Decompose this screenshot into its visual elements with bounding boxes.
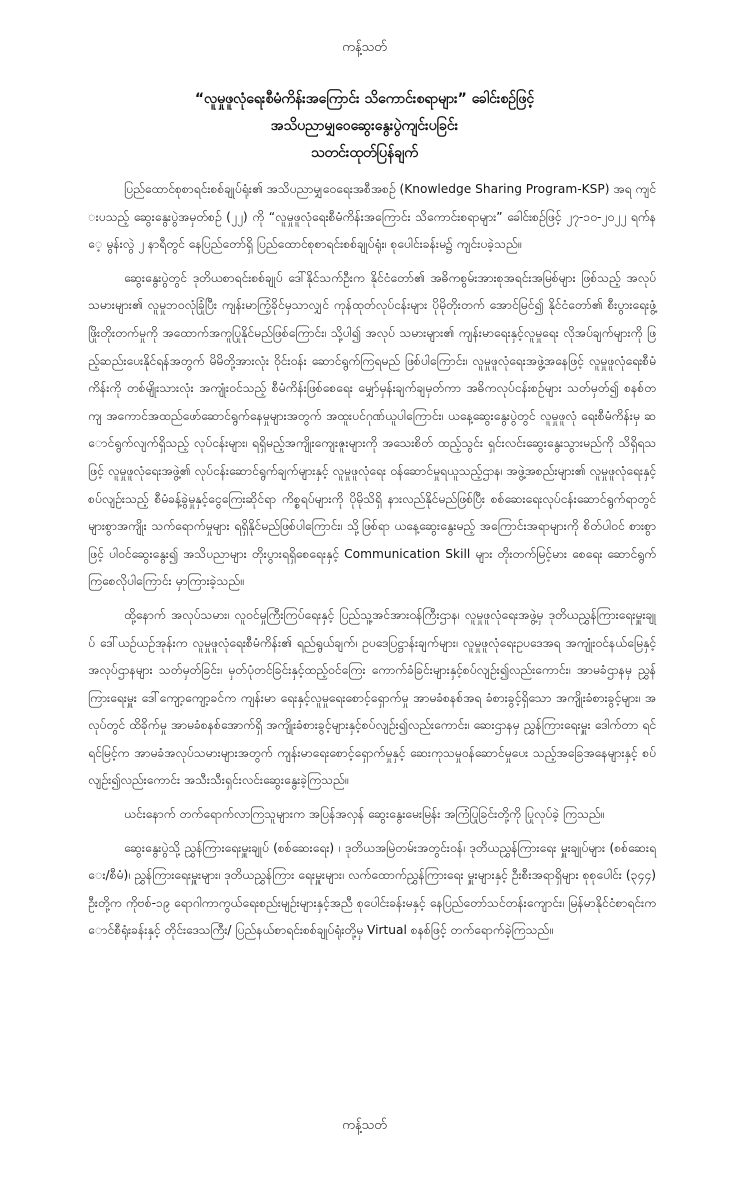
paragraph-attendees: ဆွေးနွေးပွဲသို့ ညွှန်ကြားရေးမှူးချုပ် (စစ်ဆေးရေး) ၊ ဒုတိယအမြဲတမ်းအတွင်းဝန်၊ ဒုတိယညွှန်ကြားရေး မှူးချုပ်များ (စစ်ဆေးရေး/စီမံ)၊ ညွှန်ကြားရေးမှူးများ၊ ဒုတိယညွှန်ကြား ရေးမှူးများ၊ လက်ထောက်ညွှန်ကြားရေး မှူးများနှင့် ဦးစီးအရာရှိများ စုစုပေါင်း (၃၄၄) ဦးတို့က ကိုဗစ်-၁၉ ရောဂါကာကွယ်ရေးစည်းမျဉ်းများနှင့်အညီ စုပေါင်းခန်းမနှင့် နေပြည်တော်သင်တန်းကျောင်း၊ မြန်မာနိုင်ငံစာရင်းကောင်စီရုံးခန်းနှင့် တိုင်းဒေသကြီး/ ပြည်နယ်စာရင်းစစ်ချုပ်ရုံးတို့မှ Virtual စနစ်ဖြင့် တက်ရောက်ခဲ့ကြသည်။ — [88, 840, 656, 938]
paragraph-discussion: ယင်းနောက် တက်ရောက်လာကြသူများက အပြန်အလှန် ဆွေးနွေးမေးမြန်း အကြံပြုခြင်းတို့ကို ပြုလုပ်ခဲ့ ကြသည်။ — [124, 807, 605, 822]
classification-header: ကန့်သတ် — [342, 40, 387, 55]
paragraph-presentations: ထို့နောက် အလုပ်သမား၊ လူဝင်မှုကြီးကြပ်ရေးနှင့် ပြည်သူ့အင်အားဝန်ကြီးဌာန၊ လူမှုဖူလုံရေးအဖွဲ့မှ ဒုတိယညွှန်ကြားရေးမှူးချုပ် ဒေါ်ယဉ်ယဉ်အုန်းက လူမှုဖူလုံရေးစီမံကိန်း၏ ရည်ရွယ်ချက်၊ ဥပဒေပြဋ္ဌာန်းချက်များ၊ လူမှုဖူလုံရေးဥပဒေအရ အကျုံးဝင်နယ်မြေနှင့် အလုပ်ဌာနများ သတ်မှတ်ခြင်း၊ မှတ်ပုံတင်ခြင်းနှင့်ထည့်ဝင်ကြေး ကောက်ခံခြင်းများနှင့်စပ်လျဉ်း၍လည်းကောင်း၊ အာမခံဌာနမှ ညွှန်ကြားရေးမှူး ဒေါ်ကျော့ကျော့ခင်က ကျန်းမာ ရေးနှင့်လူမှုရေးစောင့်ရှောက်မှု အာမခံစနစ်အရ ခံစားခွင့်ရှိသော အကျိုးခံစားခွင့်များ၊ အလုပ်တွင် ထိခိုက်မှု အာမခံစနစ်အောက်ရှိ အကျိုးခံစားခွင့်များနှင့်စပ်လျဉ်း၍လည်းကောင်း၊ ဆေးဌာနမှ ညွှန်ကြားရေးမှူး ဒေါက်တာ ရင်ရင်မြင့်က အာမခံအလုပ်သမားများအတွက် ကျန်းမာရေးစောင့်ရှောက်မှုနှင့် ဆေးကုသမှုဝန်ဆောင်မှုပေး သည့်အခြေအနေများနှင့် စပ်လျဉ်း၍လည်းကောင်း အသီးသီးရှင်းလင်းဆွေးနွေးခဲ့ကြသည်။ — [88, 607, 656, 788]
classification-footer: ကန့်သတ် — [342, 1118, 387, 1133]
heading-line-2: အသိပညာမျှဝေဆွေးနွေးပွဲကျင်းပခြင်း — [270, 118, 459, 134]
paragraph-intro: ပြည်ထောင်စုစာရင်းစစ်ချုပ်ရုံး၏ အသိပညာမျှဝေရေးအစီအစဉ် (Knowledge Sharing Program-KSP) အရ ကျင်းပသည့် ဆွေးနွေးပွဲအမှတ်စဉ် (၂၂) ကို “လူမှုဖူလုံရေးစီမံကိန်းအကြောင်း သိကောင်းစရာများ” ခေါင်းစဉ်ဖြင့် ၂၇-၁၀-၂၀၂၂ ရက်နေ့ မွန်းလွဲ ၂ နာရီတွင် နေပြည်တော်ရှိ ပြည်ထောင်စုစာရင်းစစ်ချုပ်ရုံး၊ စုပေါင်းခန်းမ၌ ကျင်းပခဲ့သည်။ — [88, 182, 657, 252]
paragraph-opening-speech: ဆွေးနွေးပွဲတွင် ဒုတိယစာရင်းစစ်ချုပ် ဒေါ်နိုင်သက်ဦးက နိုင်ငံတော်၏ အဓိကစွမ်းအားစုအရင်းအမြစ်များ ဖြစ်သည့် အလုပ်သမားများ၏ လူမှုဘဝလုံခြုံပြီး ကျန်းမာကြံ့ခိုင်မှသာလျှင် ကုန်ထုတ်လုပ်ငန်းများ ပိုမိုတိုးတက် အောင်မြင်၍ နိုင်ငံတော်၏ စီးပွားရေးဖွံ့ဖြိုးတိုးတက်မှုကို အထောက်အကူပြုနိုင်မည်ဖြစ်ကြောင်း၊ သို့ပါ၍ အလုပ် သမားများ၏ ကျန်းမာရေးနှင့်လူမှုရေး လိုအပ်ချက်များကို ဖြည့်ဆည်းပေးနိုင်ရန်အတွက် မိမိတို့အားလုံး ဝိုင်းဝန်း ဆောင်ရွက်ကြရမည် ဖြစ်ပါကြောင်း၊ လူမှုဖူလုံရေးအဖွဲ့အနေဖြင့် လူမှုဖူလုံရေးစီမံကိန်းကို တစ်မျိုးသားလုံး အကျုံးဝင်သည့် စီမံကိန်းဖြစ်စေရေး မျှော်မှန်းချက်ချမှတ်ကာ အဓိကလုပ်ငန်းစဉ်များ သတ်မှတ်၍ စနစ်တကျ အကောင်အထည်ဖော်ဆောင်ရွက်နေမှုများအတွက် အထူးပင်ဂုဏ်ယူပါကြောင်း၊ ယနေ့ဆွေးနွေးပွဲတွင် လူမှုဖူလုံ ရေးစီမံကိန်းမှ ဆောင်ရွက်လျက်ရှိသည့် လုပ်ငန်းများ၊ ရရှိမည့်အကျိုးကျေးဇူးများကို အသေးစိတ် ထည့်သွင်း ရှင်းလင်းဆွေးနွေးသွားမည်ကို သိရှိရသဖြင့် လူမှုဖူလုံရေးအဖွဲ့၏ လုပ်ငန်းဆောင်ရွက်ချက်များနှင့် လူမှုဖူလုံရေး ဝန်ဆောင်မှုရယူသည့်ဌာန၊ အဖွဲ့အစည်းများ၏ လူမှုဖူလုံရေးနှင့်စပ်လျဉ်းသည့် စီမံခန့်ခွဲမှုနှင့်ငွေကြေးဆိုင်ရာ ကိစ္စရပ်များကို ပိုမိုသိရှိ နားလည်နိုင်မည်ဖြစ်ပြီး စစ်ဆေးရေးလုပ်ငန်းဆောင်ရွက်ရာတွင် များစွာအကျိုး သက်ရောက်မှုများ ရရှိနိုင်မည်ဖြစ်ပါကြောင်း၊ သို့ဖြစ်ရာ ယနေ့ဆွေးနွေးမည့် အကြောင်းအရာများကို စိတ်ပါဝင် စားစွာဖြင့် ပါဝင်ဆွေးနွေး၍ အသိပညာများ တိုးပွားရရှိစေရေးနှင့် Communication Skill များ တိုးတက်မြင့်မား စေရေး ဆောင်ရွက်ကြစေလိုပါကြောင်း မှာကြားခဲ့သည်။ — [88, 270, 656, 589]
heading-line-3: သတင်းထုတ်ပြန်ချက် — [310, 145, 419, 161]
heading-line-1: “လူမှုဖူလုံရေးစီမံကိန်းအကြောင်း သိကောင်းစရာများ” ခေါင်းစဉ်ဖြင့် — [194, 91, 535, 107]
press-release-heading — [40, 86, 689, 167]
press-release-body — [88, 176, 656, 951]
